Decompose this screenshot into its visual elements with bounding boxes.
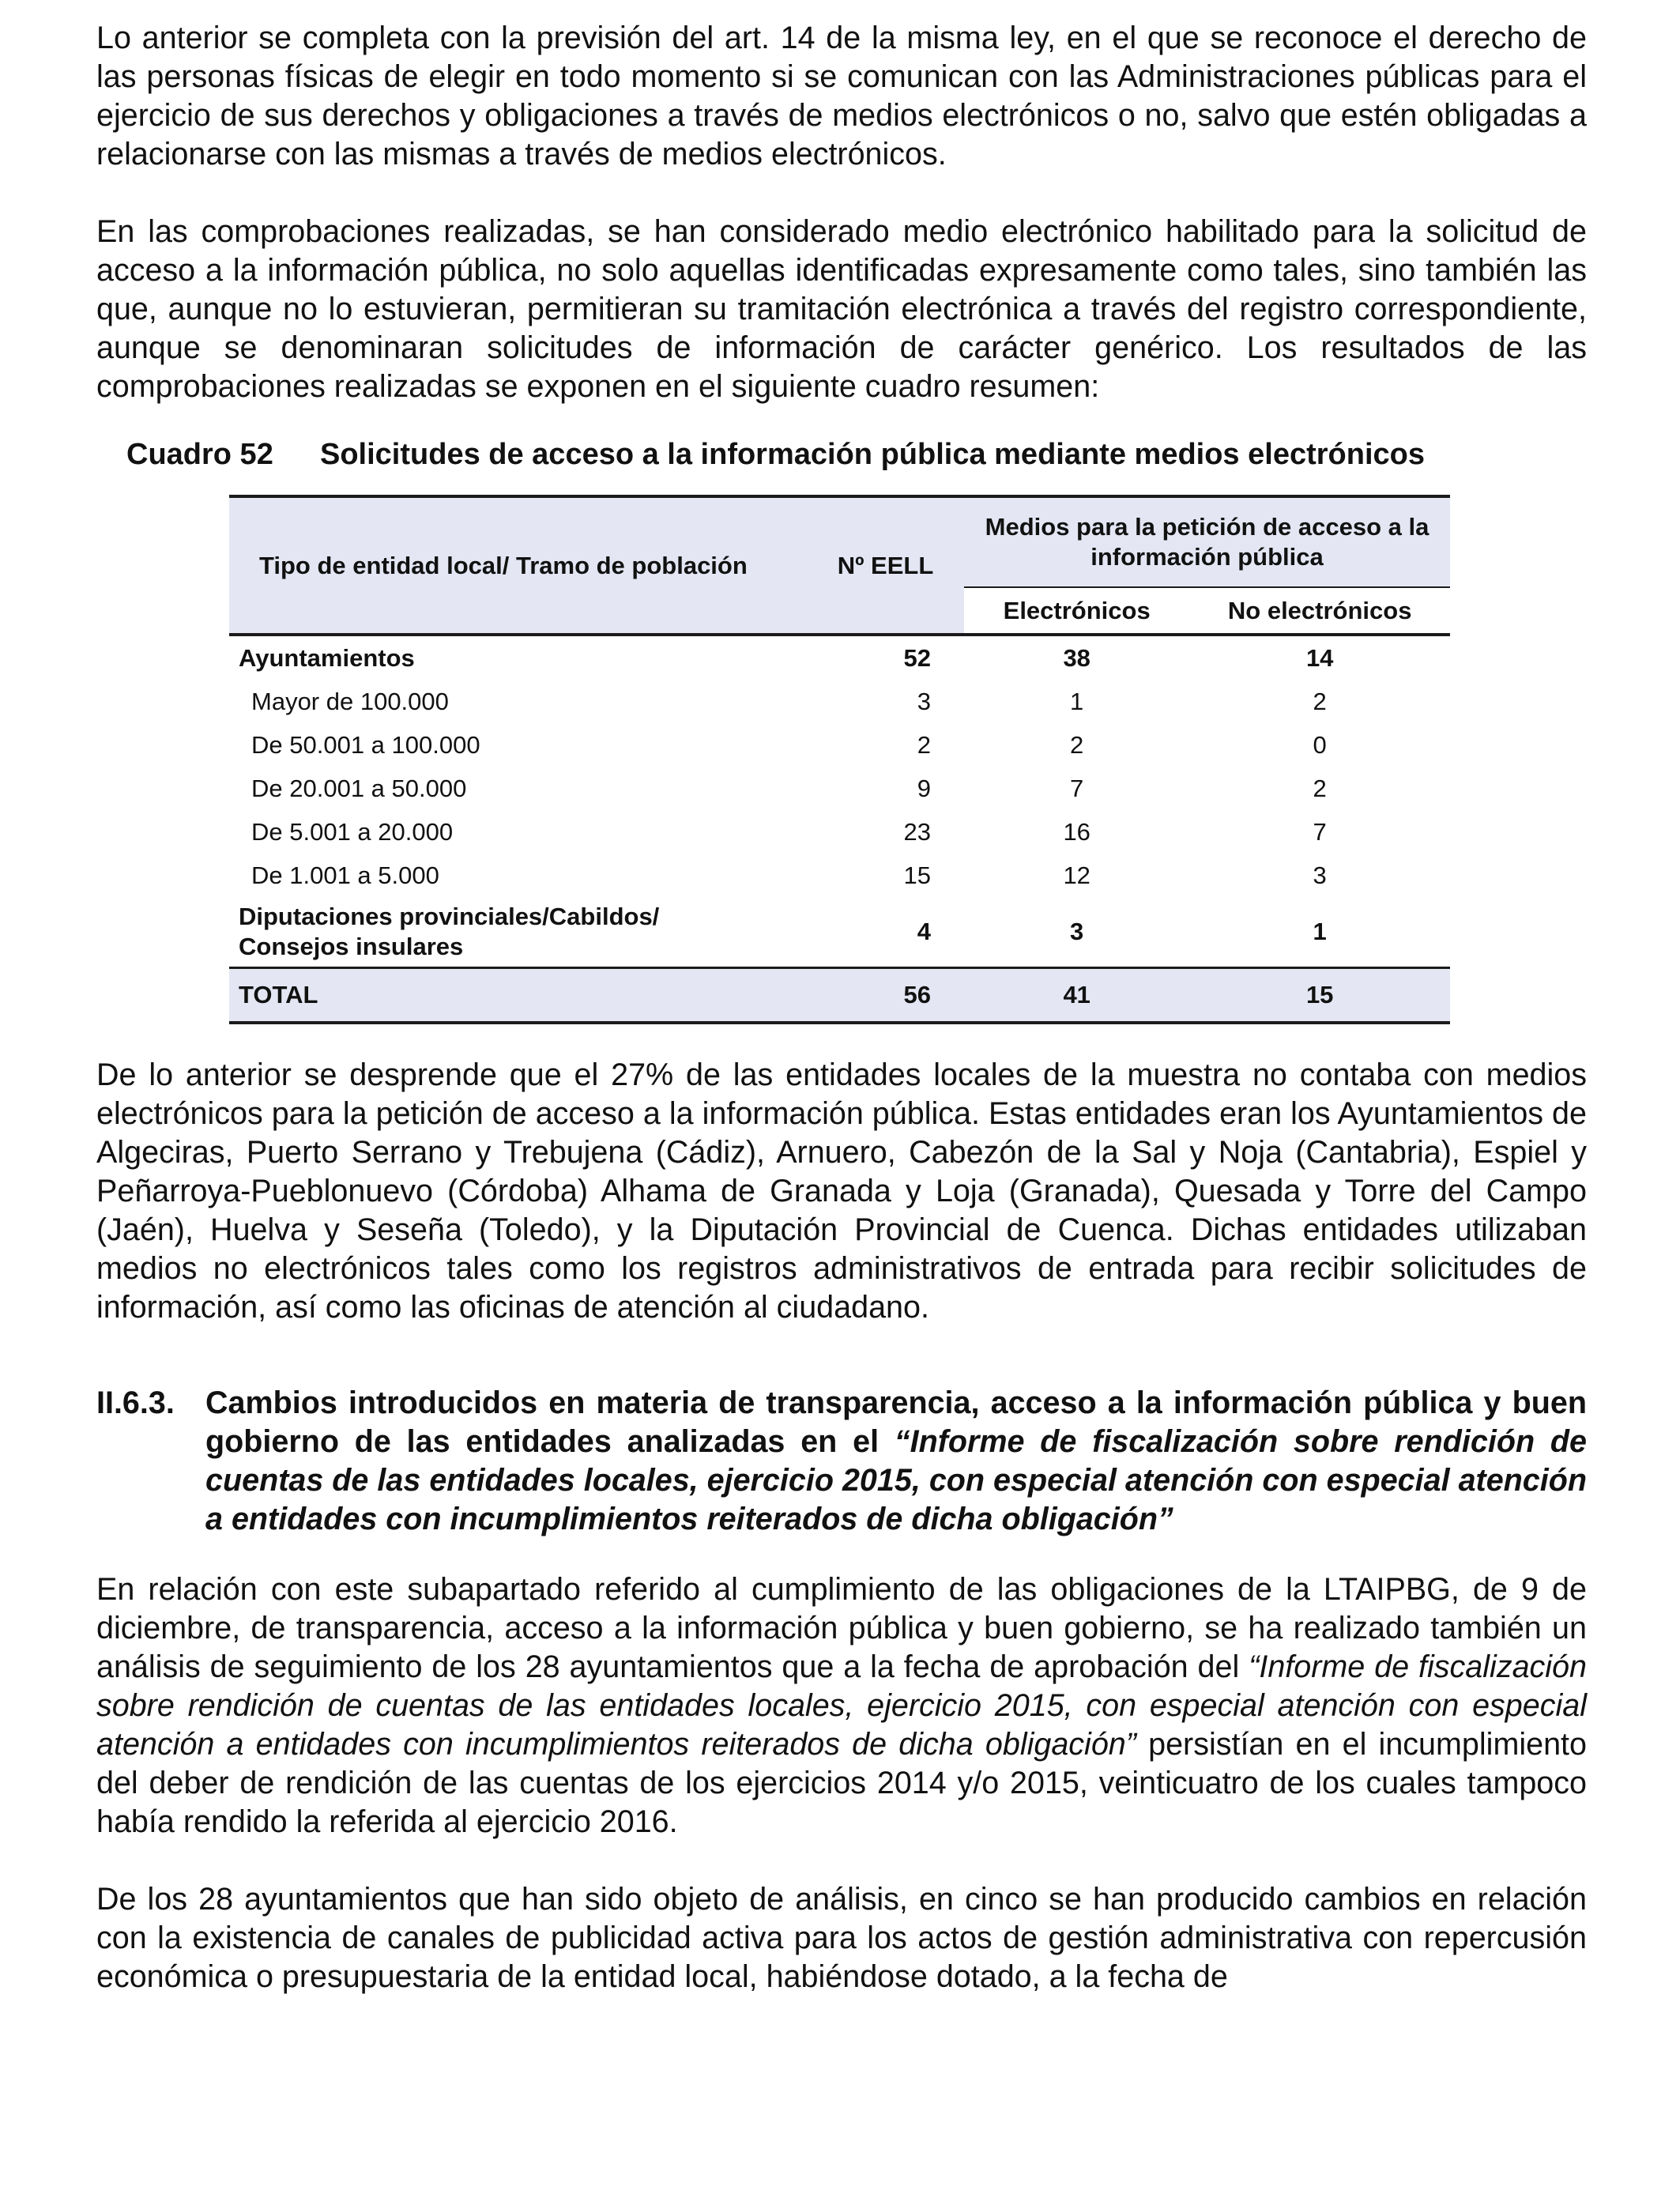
table-row xyxy=(229,810,1450,854)
section-title-italic: “Informe de fiscalización sobre rendición de cuentas de las entidades locales, ejercicio 2015, con especial atención con especial atención a entidades con incumplimientos reiterados de dicha obligación” xyxy=(205,1424,1587,1536)
table-row xyxy=(229,635,1450,680)
total-label: TOTAL xyxy=(229,968,807,1023)
row-label: De 5.001 a 20.000 xyxy=(251,817,454,846)
total-num: 56 xyxy=(807,968,964,1023)
document-page xyxy=(96,19,1587,1996)
row-label: De 1.001 a 5.000 xyxy=(251,861,439,889)
total-elec: 41 xyxy=(964,968,1189,1023)
row-num: 9 xyxy=(917,774,931,802)
row-elec: 38 xyxy=(1063,643,1090,672)
header-no-electronicos: No electrónicos xyxy=(1189,587,1450,635)
table-caption xyxy=(96,435,1587,474)
header-medios: Medios para la petición de acceso a la información pública xyxy=(964,496,1450,587)
row-elec: 12 xyxy=(1063,861,1090,889)
total-noelec: 15 xyxy=(1189,968,1450,1023)
section-heading xyxy=(96,1384,1587,1539)
row-elec: 7 xyxy=(1070,774,1084,802)
section-number: II.6.3. xyxy=(96,1385,175,1420)
paragraph-5: De los 28 ayuntamientos que han sido objeto de análisis, en cinco se han producido cambios en relación con la existencia de canales de publicidad activa para los actos de gestión administrativa con repercusión económica o presupuestaria de la entidad local, habiéndose dotado, a la fecha de xyxy=(96,1882,1587,1994)
caption-number: Cuadro 52 xyxy=(126,438,273,471)
paragraph-3: De lo anterior se desprende que el 27% de las entidades locales de la muestra no contaba con medios electrónicos para la petición de acceso a la información pública. Estas entidades eran los Ayuntamientos de Algeciras, Puerto Serrano y Trebujena (Cádiz), Arnuero, Cabezón de la Sal y Noja (Cantabria), Espiel y Peñarroya-Pueblonuevo (Córdoba) Alhama de Granada y Loja (Granada), Quesada y Torre del Campo (Jaén), Huelva y Seseña (Toledo), y la Diputación Provincial de Cuenca. Dichas entidades utilizaban medios no electrónicos tales como los registros administrativos de entrada para recibir solicitudes de información, así como las oficinas de atención al ciudadano. xyxy=(96,1057,1587,1325)
row-noelec: 14 xyxy=(1305,643,1334,672)
row-label: De 20.001 a 50.000 xyxy=(251,774,467,802)
row-label: Mayor de 100.000 xyxy=(251,687,449,715)
table-row xyxy=(229,723,1450,767)
paragraph-4-text-a: En relación con este subapartado referido al cumplimiento de las obligaciones de la LTAIPBG, de 9 de diciembre, de transparencia, acceso a la información pública y buen gobierno, se ha realizado también un análisis de seguimiento de los 28 ayuntamientos que a la fecha de aprobación del xyxy=(96,1572,1587,1684)
row-num: 52 xyxy=(903,643,931,672)
table-row xyxy=(229,854,1450,897)
paragraph-1: Lo anterior se completa con la previsión del art. 14 de la misma ley, en el que se reconoce el derecho de las personas físicas de elegir en todo momento si se comunican con las Administraciones públicas para el ejercicio de sus derechos y obligaciones a través de medios electrónicos o no, salvo que estén obligadas a relacionarse con las mismas a través de medios electrónicos. xyxy=(96,21,1587,172)
table-total-row xyxy=(229,968,1450,1023)
row-num: 4 xyxy=(917,918,931,945)
row-elec: 1 xyxy=(1070,687,1084,715)
row-elec: 16 xyxy=(1063,817,1090,846)
row-num: 23 xyxy=(903,817,931,846)
row-num: 2 xyxy=(917,730,931,759)
table-row xyxy=(229,767,1450,810)
paragraph-4-text-b: persistían en el incumplimiento del deber de rendición de las cuentas de los ejercicios 2014 y/o 2015, veinticuatro de los cuales tampoco había rendido la referida al ejercicio 2016. xyxy=(96,1727,1587,1839)
paragraph-4-italic: “Informe de fiscalización sobre rendición de cuentas de las entidades locales, ejercicio 2015, con especial atención con especial atención a entidades con incumplimientos reiterados de dicha obligación” xyxy=(96,1649,1587,1762)
row-elec: 2 xyxy=(1070,730,1084,759)
paragraph-4 xyxy=(96,1570,1587,1842)
header-tipo: Tipo de entidad local/ Tramo de población xyxy=(229,496,807,635)
row-noelec: 2 xyxy=(1313,774,1327,802)
table-row xyxy=(229,897,1450,968)
row-num: 15 xyxy=(903,861,931,889)
data-table xyxy=(229,495,1450,1024)
header-electronicos: Electrónicos xyxy=(964,587,1189,635)
header-num-eell: Nº EELL xyxy=(807,496,964,635)
row-elec: 3 xyxy=(1070,918,1084,945)
row-label: De 50.001 a 100.000 xyxy=(251,730,480,759)
row-noelec: 7 xyxy=(1313,817,1327,846)
row-label-line-2: Consejos insulares xyxy=(239,933,464,960)
row-label xyxy=(229,897,807,968)
paragraph-2: En las comprobaciones realizadas, se han considerado medio electrónico habilitado para la solicitud de acceso a la información pública, no solo aquellas identificadas expresamente como tales, sino también las que, aunque no lo estuvieran, permitieran su tramitación electrónica a través del registro correspondiente, aunque se denominaran solicitudes de información de carácter genérico. Los resultados de las comprobaciones realizadas se exponen en el siguiente cuadro resumen: xyxy=(96,214,1587,404)
section-title xyxy=(205,1384,1587,1539)
section-title-text: Cambios introducidos en materia de transparencia, acceso a la información pública y buen gobierno de las entidades analizadas en el xyxy=(205,1385,1587,1459)
row-label-line-1: Diputaciones provinciales/Cabildos/ xyxy=(239,903,660,930)
row-noelec: 1 xyxy=(1313,918,1327,945)
table-row xyxy=(229,680,1450,723)
row-noelec: 0 xyxy=(1313,730,1327,759)
row-num: 3 xyxy=(917,687,931,715)
row-noelec: 2 xyxy=(1313,687,1327,715)
row-label: Ayuntamientos xyxy=(239,643,415,672)
row-noelec: 3 xyxy=(1313,861,1327,889)
caption-title: Solicitudes de acceso a la información pública mediante medios electrónicos xyxy=(320,438,1425,471)
